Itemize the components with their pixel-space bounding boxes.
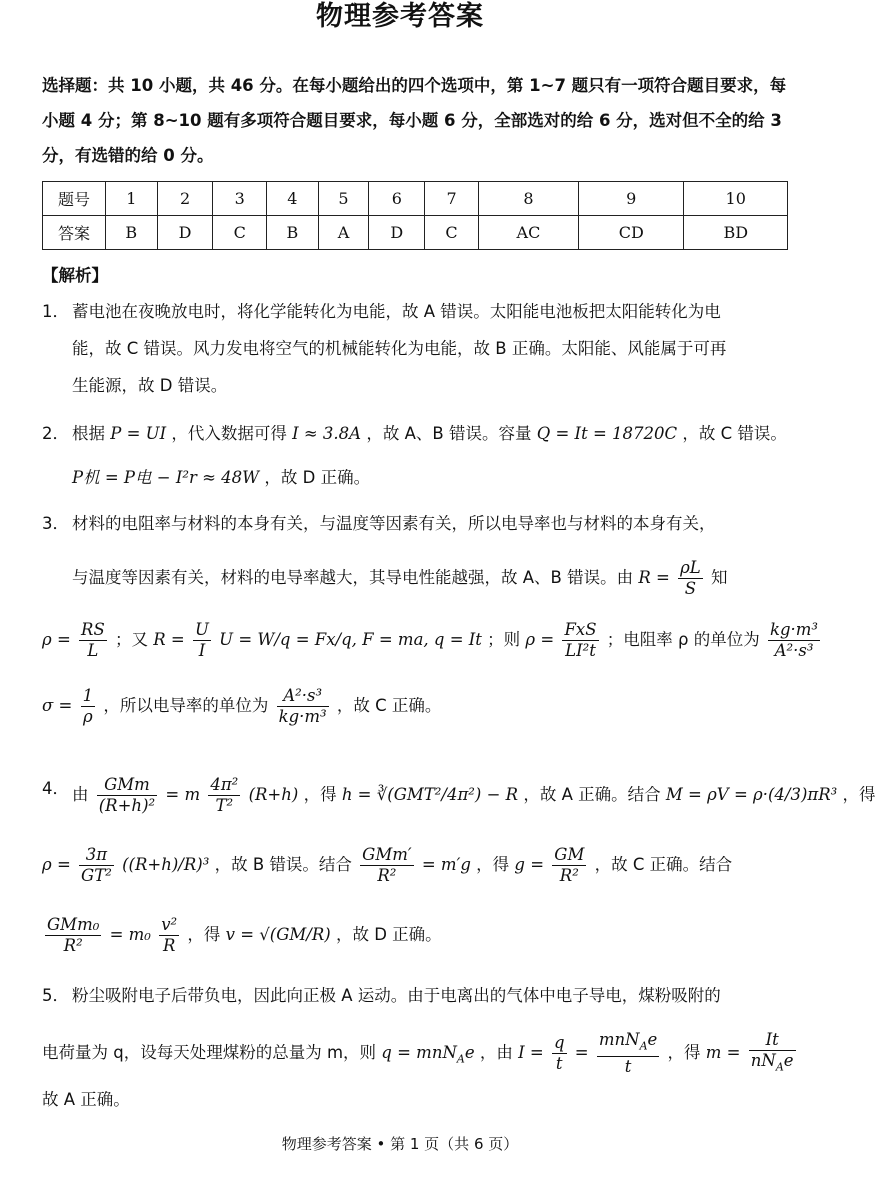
answer-cell: BD bbox=[684, 216, 788, 250]
formula: = bbox=[574, 1043, 589, 1063]
answer-row bbox=[43, 216, 788, 250]
formula: R = bbox=[153, 630, 185, 649]
fraction: $\frac{RS}{L}$ bbox=[81, 620, 105, 660]
answer-cell: A bbox=[318, 216, 369, 250]
question-number: 6 bbox=[369, 182, 425, 216]
formula: R = bbox=[638, 568, 670, 587]
analysis-heading: 【解析】 bbox=[42, 266, 108, 285]
text: ，故 B 错误。结合 bbox=[214, 855, 352, 874]
text: ，得 bbox=[476, 855, 510, 874]
text: ，故 C 错误。 bbox=[682, 424, 787, 443]
answer-cell: AC bbox=[478, 216, 578, 250]
fraction: $\frac{U}{I}$ bbox=[195, 620, 209, 660]
formula: ρ = bbox=[525, 630, 555, 649]
answer-cell: D bbox=[369, 216, 425, 250]
text: ，得 bbox=[667, 1043, 701, 1063]
fraction: $\frac{GM}{\text{R²}}$ bbox=[554, 845, 585, 885]
text: 根据 bbox=[72, 424, 105, 443]
text-line bbox=[42, 620, 823, 661]
text-line bbox=[42, 1030, 799, 1077]
fraction: $\frac{\text{A²·s³}}{\text{kg·m³}}$ bbox=[278, 686, 327, 726]
fraction: $\frac{\text{GMm}}{\text{(R+h)²}}$ bbox=[98, 775, 156, 815]
fraction: $\frac{\rho L}{S}$ bbox=[680, 558, 701, 598]
text-line bbox=[72, 420, 787, 444]
page-title: 物理参考答案 bbox=[316, 1, 484, 32]
question-number: 3 bbox=[213, 182, 267, 216]
formula: U = W/q = Fx/q, F = ma, q = It bbox=[219, 630, 482, 649]
fraction: $\frac{\text{v²}}{R}$ bbox=[161, 915, 178, 955]
text-line bbox=[72, 558, 728, 599]
question-number: 1 bbox=[106, 182, 158, 216]
formula: = m′g bbox=[421, 855, 471, 874]
text-line bbox=[72, 775, 876, 816]
text: ，得 bbox=[187, 925, 221, 944]
text-line bbox=[42, 915, 442, 956]
text: ，故 C 正确。结合 bbox=[594, 855, 733, 874]
formula: (R+h) bbox=[248, 785, 299, 804]
fraction: $\frac{It}{nN_Ae}$ bbox=[750, 1030, 794, 1074]
formula: M = ρV = ρ·(4/3)πR³ bbox=[665, 785, 838, 804]
fraction: $\frac{\text{GMm₀}}{\text{R²}}$ bbox=[47, 915, 100, 955]
question-number-row bbox=[43, 182, 788, 216]
answer-cell: C bbox=[425, 216, 479, 250]
text-line: 能，故 C 错误。风力发电将空气的机械能转化为电能，故 B 正确。太阳能、风能属于可再 bbox=[72, 339, 727, 358]
formula: Q = It = 18720C bbox=[536, 424, 678, 443]
text-line: 材料的电阻率与材料的本身有关，与温度等因素有关，所以电导率也与材料的本身有关， bbox=[72, 514, 716, 533]
question-number: 5 bbox=[318, 182, 369, 216]
text: ，得 bbox=[842, 785, 876, 804]
item-number: 4． bbox=[42, 779, 69, 798]
formula: q = mnN$_A$e bbox=[381, 1043, 475, 1066]
formula: h = ∛(GMT²/4π²) − R bbox=[341, 785, 519, 804]
answer-table bbox=[42, 181, 788, 250]
question-number: 2 bbox=[157, 182, 213, 216]
text: ，故 C 正确。 bbox=[336, 696, 442, 715]
formula: σ = bbox=[42, 696, 73, 715]
row-header-number: 题号 bbox=[43, 182, 106, 216]
fraction: $\frac{1}{\rho}$ bbox=[82, 686, 94, 726]
text: ，故 D 正确。 bbox=[264, 468, 371, 487]
text: 与温度等因素有关，材料的电导率越大，其导电性能越强，故 A、B 错误。由 bbox=[72, 568, 634, 587]
text: ，由 bbox=[479, 1043, 513, 1063]
formula: P = UI bbox=[110, 424, 167, 443]
question-number: 7 bbox=[425, 182, 479, 216]
text-line: 粉尘吸附电子后带负电，因此向正极 A 运动。由于电离出的气体中电子导电，煤粉吸附的 bbox=[72, 986, 721, 1005]
fraction: $\frac{\text{GMm′}}{\text{R²}}$ bbox=[362, 845, 412, 885]
item-number: 5． bbox=[42, 986, 69, 1005]
formula: v = √(GM/R) bbox=[225, 925, 331, 944]
text-line bbox=[72, 464, 370, 488]
instructions-paragraph: 选择题：共 10 小题，共 46 分。在每小题给出的四个选项中，第 1~7 题只有一项符合题目要求，每小题 4 分；第 8~10 题有多项符合题目要求，每小题 6 分，全部选对的给 6 分，选对但不全的给 3 分，有选错的给 0 分。 bbox=[42, 76, 787, 165]
text-line: 故 A 正确。 bbox=[42, 1090, 130, 1109]
fraction: $\frac{q}{t}$ bbox=[553, 1033, 565, 1074]
answer-cell: CD bbox=[579, 216, 684, 250]
row-header-answer: 答案 bbox=[43, 216, 106, 250]
text: ；又 bbox=[115, 630, 149, 649]
fraction: $\frac{mnN_Ae}{t}$ bbox=[598, 1030, 658, 1077]
text: ；则 bbox=[487, 630, 521, 649]
answer-cell: D bbox=[157, 216, 213, 250]
text-line bbox=[42, 686, 441, 727]
text: 电荷量为 q，设每天处理煤粉的总量为 m，则 bbox=[42, 1043, 377, 1063]
text-line: 蓄电池在夜晚放电时，将化学能转化为电能，故 A 错误。太阳能电池板把太阳能转化为电 bbox=[72, 302, 721, 321]
text: ，故 A 正确。结合 bbox=[523, 785, 661, 804]
text: ，故 D 正确。 bbox=[335, 925, 442, 944]
answer-cell: B bbox=[106, 216, 158, 250]
text: ，得 bbox=[303, 785, 337, 804]
fraction: $\frac{\text{FxS}}{\text{LI²t}}$ bbox=[564, 620, 597, 660]
fraction: $\frac{3\pi}{\text{GT²}}$ bbox=[81, 845, 112, 885]
item-number: 3． bbox=[42, 514, 69, 533]
item-number: 2． bbox=[42, 424, 69, 443]
text: ，代入数据可得 bbox=[171, 424, 287, 443]
answer-cell: B bbox=[267, 216, 319, 250]
formula: m = bbox=[705, 1043, 741, 1063]
text-line bbox=[42, 845, 732, 886]
formula: ((R+h)/R)³ bbox=[122, 855, 210, 874]
fraction: $\frac{\text{4π²}}{\text{T²}}$ bbox=[210, 775, 239, 815]
question-number: 10 bbox=[684, 182, 788, 216]
question-number: 8 bbox=[478, 182, 578, 216]
question-number: 9 bbox=[579, 182, 684, 216]
fraction: $\frac{\text{kg·m³}}{\text{A²·s³}}$ bbox=[769, 620, 819, 660]
text: 由 bbox=[72, 785, 89, 804]
formula: ρ = bbox=[42, 630, 71, 649]
formula: = m bbox=[165, 785, 201, 804]
formula: ρ = bbox=[42, 855, 71, 874]
text-line: 生能源，故 D 错误。 bbox=[72, 376, 228, 395]
formula: P机 = P电 − I²r ≈ 48W bbox=[72, 468, 260, 487]
text: ，所以电导率的单位为 bbox=[103, 696, 269, 715]
formula: I ≈ 3.8A bbox=[292, 424, 362, 443]
formula: I = bbox=[518, 1043, 544, 1063]
item-number: 1． bbox=[42, 302, 69, 321]
formula: = m₀ bbox=[109, 925, 151, 944]
page-footer: 物理参考答案 • 第 1 页（共 6 页） bbox=[281, 1135, 519, 1153]
text: ，故 A、B 错误。容量 bbox=[366, 424, 532, 443]
answer-cell: C bbox=[213, 216, 267, 250]
formula: g = bbox=[514, 855, 545, 874]
question-number: 4 bbox=[267, 182, 319, 216]
text: ；电阻率 ρ 的单位为 bbox=[606, 630, 760, 649]
text: 知 bbox=[711, 568, 728, 587]
